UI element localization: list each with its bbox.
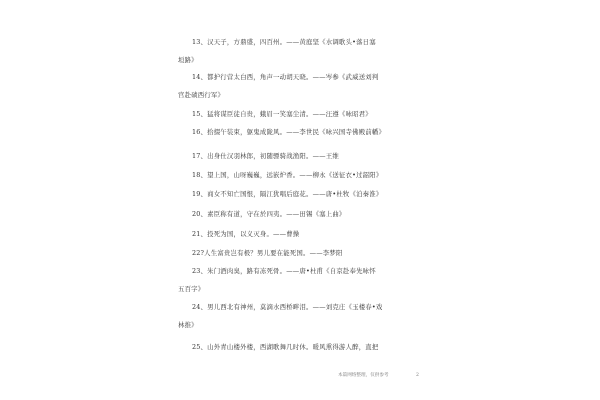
entry-text: 14、都护行营太白西，角声一动胡天晓。——岑参《武威送刘判 (192, 73, 379, 81)
page-number: 2 (416, 373, 419, 378)
entry-continuation: 官赴碛西行军》 (178, 91, 225, 99)
poem-entry (192, 171, 382, 179)
page-footer (338, 372, 419, 378)
poem-entry (178, 73, 379, 99)
poem-entry (192, 152, 339, 160)
poem-entry (192, 110, 372, 118)
entry-continuation: 林推》 (178, 321, 198, 329)
poem-entry (192, 230, 299, 238)
entry-text: 16、拾掇午装束，躯鬼成陇风。——李世民《咏兴国寺佛殿前幡》 (192, 128, 386, 136)
entry-text: 24、男儿西北有神州，莫滴水西桥畔泪。——刘克庄《玉楼春•戏 (192, 303, 383, 311)
entry-text: 17、出身仕汉羽林郎，初随骠骑战渔阳。——王维 (192, 152, 339, 160)
entry-continuation: 五百字》 (178, 285, 205, 293)
entry-continuation: 垣路》 (178, 56, 198, 64)
poem-entry (192, 210, 346, 218)
entry-text: 15、猛将谋臣徒自贵，蛾眉一笑塞尘清。——汪遵《咏昭君》 (192, 110, 372, 118)
entry-text: 23、朱门酒肉臭，路有冻死骨。——唐•杜甫《自京赴奉先咏怀 (192, 267, 376, 275)
entry-text: 21、投死为国，以义灭身。——曹操 (192, 230, 300, 238)
entry-text: 25、山外青山楼外楼，西湖歌舞几时休。暖风熏得游人醉，直把 (192, 343, 379, 351)
footer-note: 本篇网络整理，仅供参考 (338, 373, 389, 378)
entry-text: 22?人生富贵岂有极？男儿要在能死国。——李梦阳 (192, 249, 343, 257)
poem-entry (192, 343, 378, 351)
entry-text: 13、汉天子，方鼎盛，四百州。——黄庭坚《水调歌头•落日塞 (192, 38, 376, 46)
poem-entry (192, 128, 385, 136)
poem-entry (178, 267, 376, 293)
entry-text: 18、望上国，山呀巍巍，远嵌炉香。——柳永《送征衣•过韶阳》 (192, 171, 383, 179)
entry-text: 20、素臣称有道，守在於四夷。——田锡《塞上曲》 (192, 210, 346, 218)
entry-text: 19、商女不知亡国恨，隔江犹唱后庭花。——唐•杜牧《泊秦淮》 (192, 190, 383, 198)
poem-entry (192, 249, 343, 257)
poem-entry (192, 190, 382, 198)
poem-entry (178, 303, 383, 329)
poem-entry (178, 38, 376, 64)
